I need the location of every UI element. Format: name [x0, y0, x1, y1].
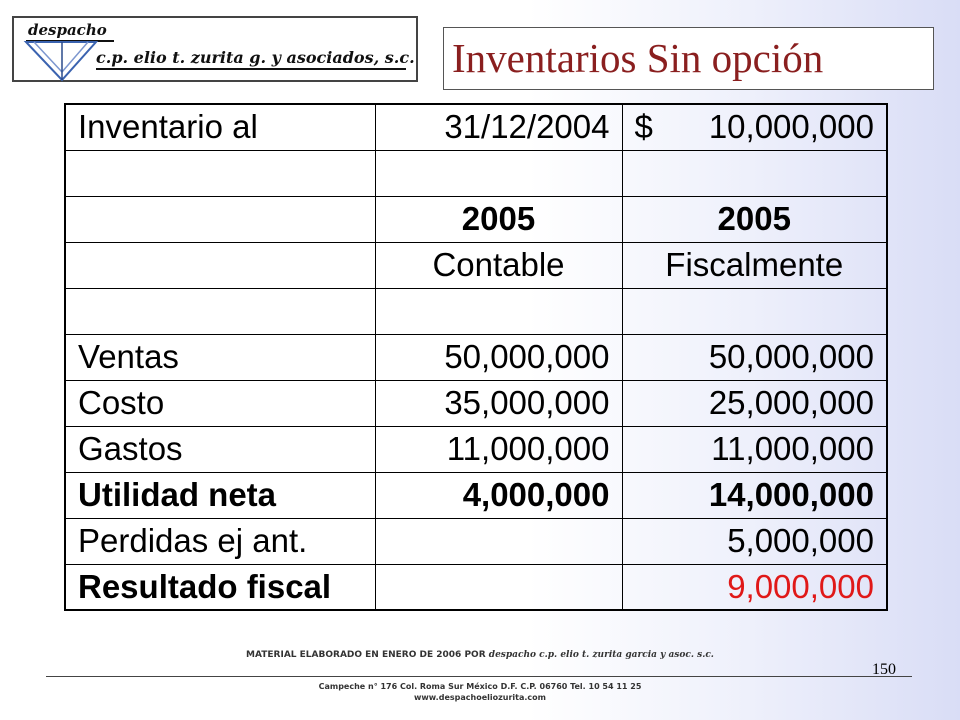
- year-contable: 2005: [375, 196, 622, 242]
- fiscal-result-value: 9,000,000: [622, 564, 887, 610]
- empty-cell: [622, 150, 887, 196]
- empty-cell: [375, 150, 622, 196]
- footer-divider: [46, 676, 912, 677]
- logo-firm-name: c.p. elio t. zurita g. y asociados, s.c.: [96, 48, 415, 67]
- logo-name-rule: [96, 68, 406, 70]
- fiscal-value: 50,000,000: [622, 334, 887, 380]
- empty-cell: [65, 196, 375, 242]
- row-label: Gastos: [65, 426, 375, 472]
- contable-value: 35,000,000: [375, 380, 622, 426]
- company-logo: [12, 16, 418, 82]
- row-label: Ventas: [65, 334, 375, 380]
- table-row: [65, 104, 887, 150]
- row-label: Costo: [65, 380, 375, 426]
- footer-credit: [0, 650, 960, 660]
- footer-address: Campeche n° 176 Col. Roma Sur México D.F. C.P. 06760 Tel. 10 54 11 25: [318, 682, 642, 691]
- empty-cell: [65, 242, 375, 288]
- inventory-amount-cell: [622, 104, 887, 150]
- row-label: Utilidad neta: [65, 472, 375, 518]
- table-row: [65, 242, 887, 288]
- contable-value: 11,000,000: [375, 426, 622, 472]
- row-label: Perdidas ej ant.: [65, 518, 375, 564]
- table-row: [65, 380, 887, 426]
- table-row: [65, 472, 887, 518]
- title-box: [443, 27, 934, 90]
- footer-credit-brand: despacho c.p. elio t. zurita garcia y asoc. s.c.: [488, 650, 714, 660]
- contable-value: [375, 518, 622, 564]
- footer-credit-prefix: MATERIAL ELABORADO EN ENERO DE 2006 POR: [246, 650, 486, 660]
- fiscal-value: 5,000,000: [622, 518, 887, 564]
- logo-mark-icon: [22, 40, 102, 82]
- inventory-amount: 10,000,000: [708, 108, 874, 146]
- slide-number: 150: [872, 661, 896, 678]
- table-row: [65, 288, 887, 334]
- slide-title: Inventarios Sin opción: [452, 35, 824, 81]
- table-row: [65, 150, 887, 196]
- table-row: [65, 196, 887, 242]
- contable-value: 50,000,000: [375, 334, 622, 380]
- currency-symbol: $: [634, 108, 653, 146]
- inventory-date: 31/12/2004: [375, 104, 622, 150]
- empty-cell: [65, 150, 375, 196]
- table-row: [65, 518, 887, 564]
- table-row: [65, 334, 887, 380]
- contable-value: [375, 564, 622, 610]
- inventory-table: [64, 103, 888, 611]
- fiscal-value: 14,000,000: [622, 472, 887, 518]
- year-fiscal: 2005: [622, 196, 887, 242]
- fiscal-value: 25,000,000: [622, 380, 887, 426]
- table-row: [65, 564, 887, 610]
- empty-cell: [622, 288, 887, 334]
- logo-brand: despacho: [28, 21, 107, 39]
- fiscal-value: 11,000,000: [622, 426, 887, 472]
- header-fiscal: Fiscalmente: [622, 242, 887, 288]
- table-row: [65, 426, 887, 472]
- footer-website: www.despachoeliozurita.com: [414, 693, 546, 702]
- inventory-label: Inventario al: [65, 104, 375, 150]
- empty-cell: [375, 288, 622, 334]
- header-contable: Contable: [375, 242, 622, 288]
- contable-value: 4,000,000: [375, 472, 622, 518]
- row-label: Resultado fiscal: [65, 564, 375, 610]
- empty-cell: [65, 288, 375, 334]
